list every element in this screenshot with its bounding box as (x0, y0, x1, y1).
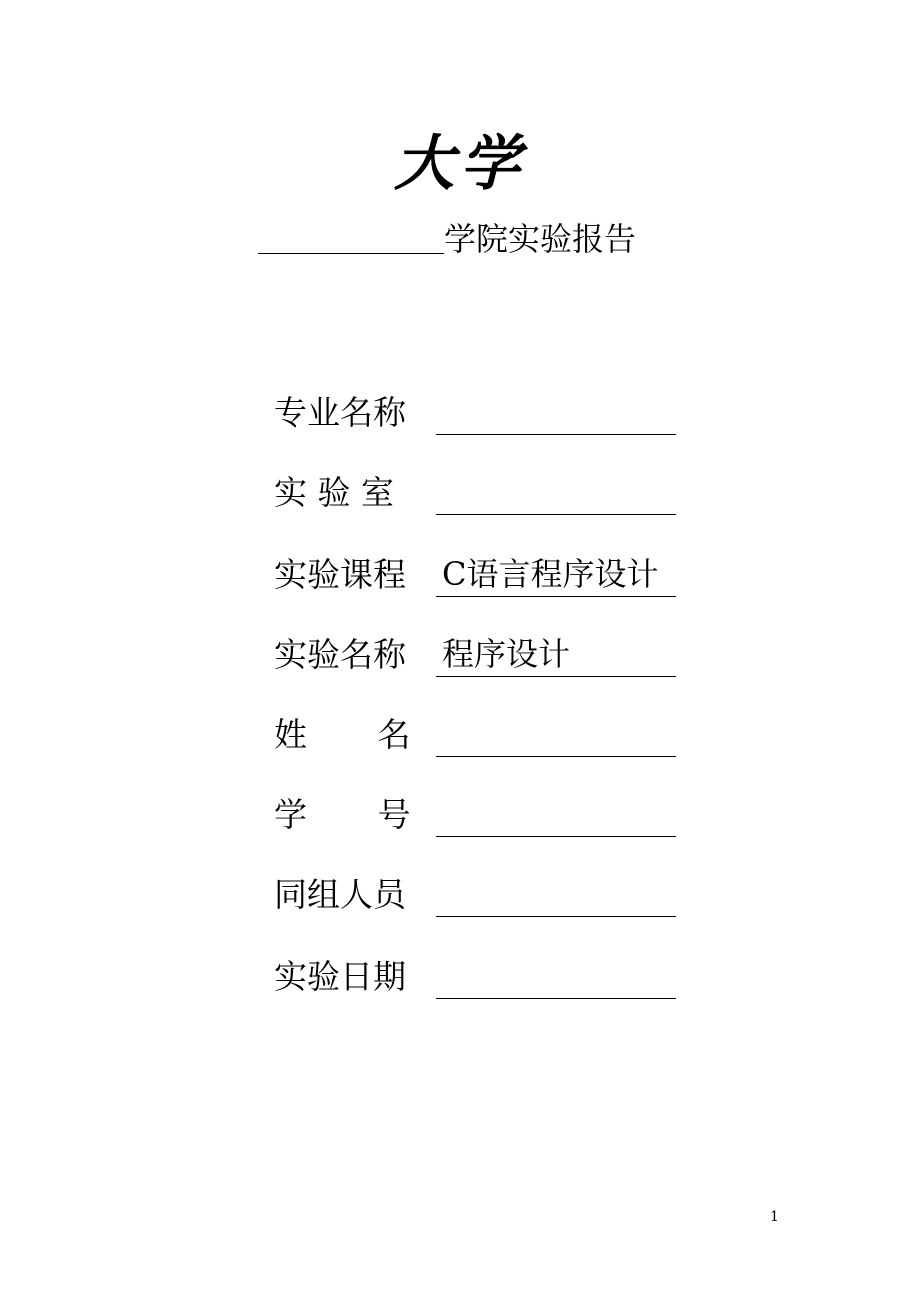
field-label-lab: 实 验 室 (274, 473, 394, 512)
field-blank-course (436, 552, 676, 597)
college-name-blank (258, 223, 444, 254)
field-value-course: C语言程序设计 (442, 555, 659, 593)
field-row-course (274, 552, 694, 602)
report-title: 学院实验报告 (444, 220, 637, 258)
field-row-lab (274, 470, 694, 520)
field-label-course: 实验课程 (274, 555, 406, 594)
field-row-major (274, 390, 694, 440)
field-label-student-id: 学 号 (274, 795, 411, 834)
field-blank-experiment-name (436, 632, 676, 677)
field-label-date: 实验日期 (274, 957, 406, 996)
field-blank-lab (436, 470, 676, 515)
field-blank-group-members (436, 872, 676, 917)
field-row-group-members (274, 872, 694, 922)
field-value-experiment-name: 程序设计 (442, 635, 571, 673)
field-blank-student-id (436, 792, 676, 837)
field-label-group-members: 同组人员 (274, 875, 406, 914)
field-row-date (274, 954, 694, 1004)
page-number: 1 (770, 1209, 779, 1225)
report-title-row (258, 216, 636, 260)
field-label-major: 专业名称 (274, 393, 406, 432)
field-row-student-id (274, 792, 694, 842)
field-row-experiment-name (274, 632, 694, 682)
field-label-experiment-name: 实验名称 (274, 635, 406, 674)
field-blank-major (436, 390, 676, 435)
university-name: 大学 (394, 129, 526, 199)
field-blank-name (436, 712, 676, 757)
field-blank-date (436, 954, 676, 999)
field-label-name: 姓 名 (274, 715, 411, 754)
field-row-name (274, 712, 694, 762)
